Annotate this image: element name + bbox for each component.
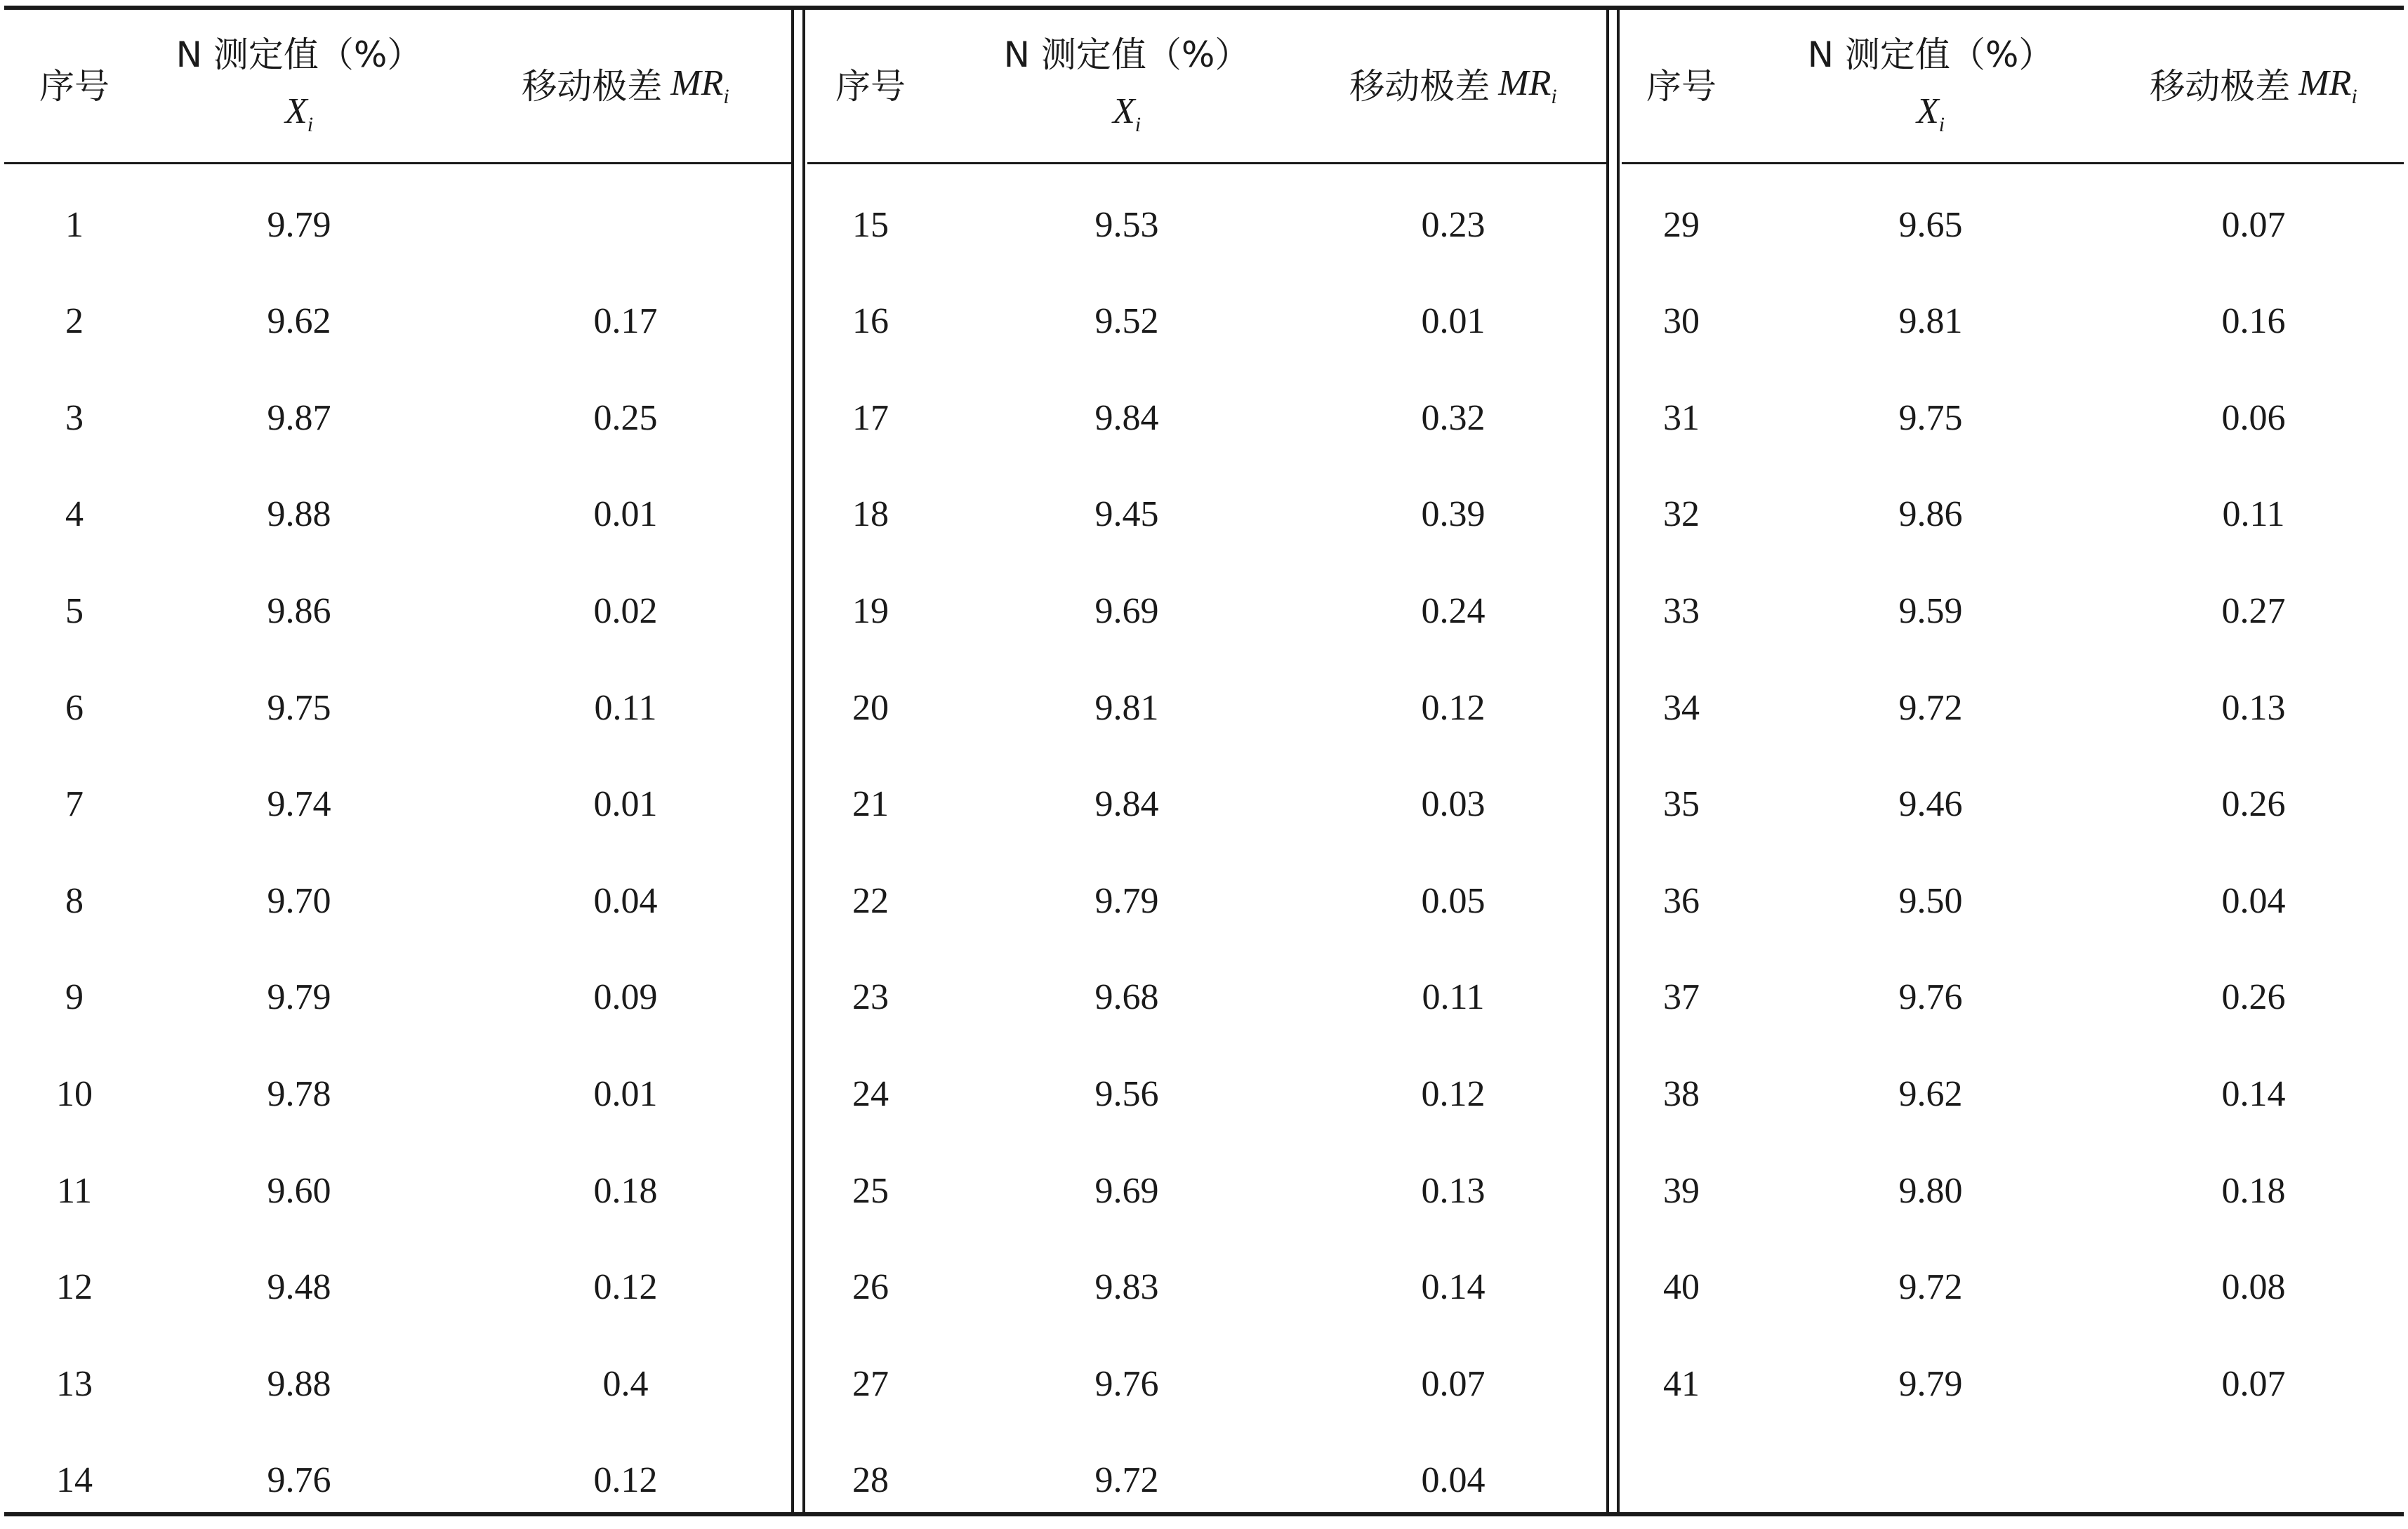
cell-value: 9.86: [267, 590, 331, 631]
cell-value: 9.86: [1898, 494, 1963, 535]
cell-moving-range: 0.26: [2221, 977, 2286, 1018]
cell-value: 9.45: [1094, 494, 1159, 535]
table-row: [4, 370, 791, 466]
header-mr-text: 移动极差: [1349, 65, 1490, 107]
cell-seq: 22: [852, 880, 889, 921]
cell-value: 9.75: [267, 687, 331, 728]
cell-moving-range: 0.12: [593, 1460, 658, 1501]
cell-moving-range: 0.08: [2221, 1267, 2286, 1308]
cell-seq: 38: [1663, 1073, 1700, 1114]
cell-seq: 9: [65, 977, 84, 1018]
cell-value: 9.88: [267, 494, 331, 535]
table-row: [4, 1046, 791, 1142]
table-row: [4, 563, 791, 659]
table-header: [807, 10, 1606, 164]
cell-seq: 14: [56, 1460, 93, 1501]
cell-value: 9.69: [1094, 1170, 1159, 1211]
table-row: [807, 853, 1606, 949]
cell-seq: 23: [852, 977, 889, 1018]
table-row: [807, 1433, 1606, 1529]
header-value-symbol: $X_i$: [284, 91, 314, 136]
table-row: [4, 467, 791, 563]
cell-value: 9.72: [1898, 1267, 1963, 1308]
cell-seq: 28: [852, 1460, 889, 1501]
cell-seq: 11: [56, 1170, 93, 1211]
column-group-divider: [791, 10, 794, 1512]
cell-moving-range: 0.01: [1421, 301, 1486, 342]
cell-value: 9.79: [267, 977, 331, 1018]
cell-seq: 10: [56, 1073, 93, 1114]
table-row: [4, 1433, 791, 1529]
cell-seq: 19: [852, 590, 889, 631]
table-row: [1622, 1046, 2404, 1142]
cell-moving-range: 0.04: [2221, 880, 2286, 921]
header-mr-symbol: $MR_i$: [1498, 62, 1557, 108]
table-row: [4, 757, 791, 853]
cell-value: 9.83: [1094, 1267, 1159, 1308]
cell-seq: 17: [852, 397, 889, 438]
cell-value: 9.60: [267, 1170, 331, 1211]
table-row: [4, 1143, 791, 1239]
cell-seq: 31: [1663, 397, 1700, 438]
table-row: [1622, 660, 2404, 756]
cell-moving-range: 0.04: [593, 880, 658, 921]
cell-seq: 26: [852, 1267, 889, 1308]
cell-value: 9.56: [1094, 1073, 1159, 1114]
header-value: [1755, 10, 2106, 162]
header-value-symbol: $X_i$: [1916, 91, 1945, 136]
cell-value: 9.53: [1094, 204, 1159, 245]
cell-value: 9.68: [1094, 977, 1159, 1018]
table-row: [807, 1046, 1606, 1142]
header-value-title: N 测定值（%）: [1807, 34, 2054, 75]
table-row: [807, 1336, 1606, 1432]
cell-moving-range: 0.01: [593, 494, 658, 535]
cell-moving-range: 0.14: [2221, 1073, 2286, 1114]
cell-seq: 2: [65, 301, 84, 342]
cell-seq: 25: [852, 1170, 889, 1211]
table-row: [4, 177, 791, 273]
cell-value: 9.79: [267, 204, 331, 245]
cell-value: 9.62: [267, 301, 331, 342]
cell-value: 9.76: [1094, 1363, 1159, 1404]
table-row: [807, 370, 1606, 466]
cell-moving-range: 0.18: [593, 1170, 658, 1211]
table-row: [4, 660, 791, 756]
cell-moving-range: 0.12: [1421, 1073, 1486, 1114]
cell-seq: 27: [852, 1363, 889, 1404]
header-seq: 序号: [835, 65, 906, 107]
table-row: [4, 1240, 791, 1336]
cell-moving-range: 0.13: [2221, 687, 2286, 728]
cell-moving-range: 0.4: [602, 1363, 649, 1404]
cell-moving-range: 0.14: [1421, 1267, 1486, 1308]
cell-moving-range: 0.16: [2221, 301, 2286, 342]
table-row: [807, 660, 1606, 756]
cell-seq: 24: [852, 1073, 889, 1114]
table-row: [1622, 467, 2404, 563]
cell-seq: 40: [1663, 1267, 1700, 1308]
cell-value: 9.59: [1898, 590, 1963, 631]
cell-value: 9.50: [1898, 880, 1963, 921]
table-row: [1622, 1143, 2404, 1239]
table-row: [807, 1240, 1606, 1336]
cell-moving-range: [461, 177, 790, 273]
cell-moving-range: 0.13: [1421, 1170, 1486, 1211]
table-row: [1622, 563, 2404, 659]
cell-value: 9.88: [267, 1363, 331, 1404]
cell-moving-range: 0.11: [2222, 494, 2285, 535]
cell-value: 9.72: [1094, 1460, 1159, 1501]
table-row: [807, 1143, 1606, 1239]
table-group-1: [4, 10, 791, 1512]
cell-moving-range: 0.12: [1421, 687, 1486, 728]
cell-seq: 15: [852, 204, 889, 245]
header-value: [962, 10, 1292, 162]
table-group-3: [1622, 10, 2404, 1512]
table-header: [1622, 10, 2404, 164]
table-row: [807, 757, 1606, 853]
cell-seq: 41: [1663, 1363, 1700, 1404]
cell-moving-range: 0.07: [2221, 1363, 2286, 1404]
table-row: [1622, 1240, 2404, 1336]
cell-seq: 34: [1663, 687, 1700, 728]
table-row: [4, 853, 791, 949]
cell-moving-range: 0.39: [1421, 494, 1486, 535]
cell-moving-range: 0.07: [2221, 204, 2286, 245]
header-seq: 序号: [1646, 65, 1716, 107]
cell-value: 9.65: [1898, 204, 1963, 245]
cell-moving-range: 0.05: [1421, 880, 1486, 921]
table-row: [1622, 274, 2404, 370]
table-row: [1622, 950, 2404, 1046]
cell-value: 9.79: [1898, 1363, 1963, 1404]
cell-seq: 37: [1663, 977, 1700, 1018]
header-mr-symbol: $MR_i$: [670, 62, 729, 108]
cell-moving-range: 0.24: [1421, 590, 1486, 631]
cell-value: 9.80: [1898, 1170, 1963, 1211]
cell-moving-range: 0.32: [1421, 397, 1486, 438]
table-group-2: [807, 10, 1606, 1512]
table-row: [807, 467, 1606, 563]
cell-moving-range: 0.07: [1421, 1363, 1486, 1404]
cell-moving-range: 0.23: [1421, 204, 1486, 245]
cell-moving-range: 0.06: [2221, 397, 2286, 438]
table-row: [4, 274, 791, 370]
cell-seq: 12: [56, 1267, 93, 1308]
cell-moving-range: 0.01: [593, 784, 658, 825]
cell-value: 9.81: [1898, 301, 1963, 342]
cell-value: 9.87: [267, 397, 331, 438]
cell-seq: 39: [1663, 1170, 1700, 1211]
column-group-divider: [802, 10, 805, 1512]
cell-value: 9.76: [1898, 977, 1963, 1018]
table-row: [1622, 177, 2404, 273]
cell-seq: 20: [852, 687, 889, 728]
header-value-symbol: $X_i$: [1112, 91, 1142, 136]
cell-value: 9.70: [267, 880, 331, 921]
header-value-title: N 测定值（%）: [176, 34, 423, 75]
cell-moving-range: 0.11: [594, 687, 657, 728]
cell-seq: 18: [852, 494, 889, 535]
cell-seq: 1: [65, 204, 84, 245]
cell-value: 9.46: [1898, 784, 1963, 825]
cell-value: 9.48: [267, 1267, 331, 1308]
header-moving-range: [2113, 10, 2394, 162]
cell-seq: 4: [65, 494, 84, 535]
cell-seq: 6: [65, 687, 84, 728]
cell-seq: 32: [1663, 494, 1700, 535]
cell-moving-range: 0.04: [1421, 1460, 1486, 1501]
cell-seq: 8: [65, 880, 84, 921]
cell-seq: 13: [56, 1363, 93, 1404]
cell-moving-range: 0.12: [593, 1267, 658, 1308]
cell-moving-range: 0.09: [593, 977, 658, 1018]
cell-seq: 5: [65, 590, 84, 631]
cell-seq: 21: [852, 784, 889, 825]
cell-value: 9.78: [267, 1073, 331, 1114]
table-row: [1622, 370, 2404, 466]
cell-value: 9.52: [1094, 301, 1159, 342]
cell-value: 9.76: [267, 1460, 331, 1501]
cell-value: 9.84: [1094, 397, 1159, 438]
cell-value: 9.75: [1898, 397, 1963, 438]
header-mr-symbol: $MR_i$: [2298, 62, 2357, 108]
table-row: [1622, 757, 2404, 853]
cell-seq: 33: [1663, 590, 1700, 631]
header-seq: 序号: [39, 65, 110, 107]
header-moving-range: [1299, 10, 1608, 162]
header-value-title: N 测定值（%）: [1003, 34, 1250, 75]
cell-seq: 16: [852, 301, 889, 342]
cell-seq: 7: [65, 784, 84, 825]
cell-value: 9.74: [267, 784, 331, 825]
table-row: [1622, 853, 2404, 949]
header-moving-range: [461, 10, 790, 162]
cell-value: 9.84: [1094, 784, 1159, 825]
cell-value: 9.72: [1898, 687, 1963, 728]
column-group-divider: [1617, 10, 1620, 1512]
cell-moving-range: 0.18: [2221, 1170, 2286, 1211]
header-value: [159, 10, 439, 162]
cell-moving-range: 0.03: [1421, 784, 1486, 825]
cell-moving-range: 0.27: [2221, 590, 2286, 631]
cell-moving-range: 0.02: [593, 590, 658, 631]
table-row: [4, 1336, 791, 1432]
cell-value: 9.79: [1094, 880, 1159, 921]
cell-seq: 3: [65, 397, 84, 438]
table-row: [807, 563, 1606, 659]
cell-value: 9.69: [1094, 590, 1159, 631]
table-row: [807, 274, 1606, 370]
table-header: [4, 10, 791, 164]
cell-seq: 35: [1663, 784, 1700, 825]
cell-seq: 30: [1663, 301, 1700, 342]
cell-value: 9.81: [1094, 687, 1159, 728]
cell-moving-range: 0.25: [593, 397, 658, 438]
table-row: [1622, 1336, 2404, 1432]
cell-seq: 36: [1663, 880, 1700, 921]
header-mr-text: 移动极差: [522, 65, 663, 107]
cell-moving-range: 0.01: [593, 1073, 658, 1114]
cell-moving-range: 0.17: [593, 301, 658, 342]
table-row: [4, 950, 791, 1046]
cell-moving-range: 0.26: [2221, 784, 2286, 825]
header-mr-text: 移动极差: [2150, 65, 2291, 107]
table-row: [807, 177, 1606, 273]
cell-value: 9.62: [1898, 1073, 1963, 1114]
cell-seq: 29: [1663, 204, 1700, 245]
cell-moving-range: 0.11: [1422, 977, 1485, 1018]
table-row: [807, 950, 1606, 1046]
